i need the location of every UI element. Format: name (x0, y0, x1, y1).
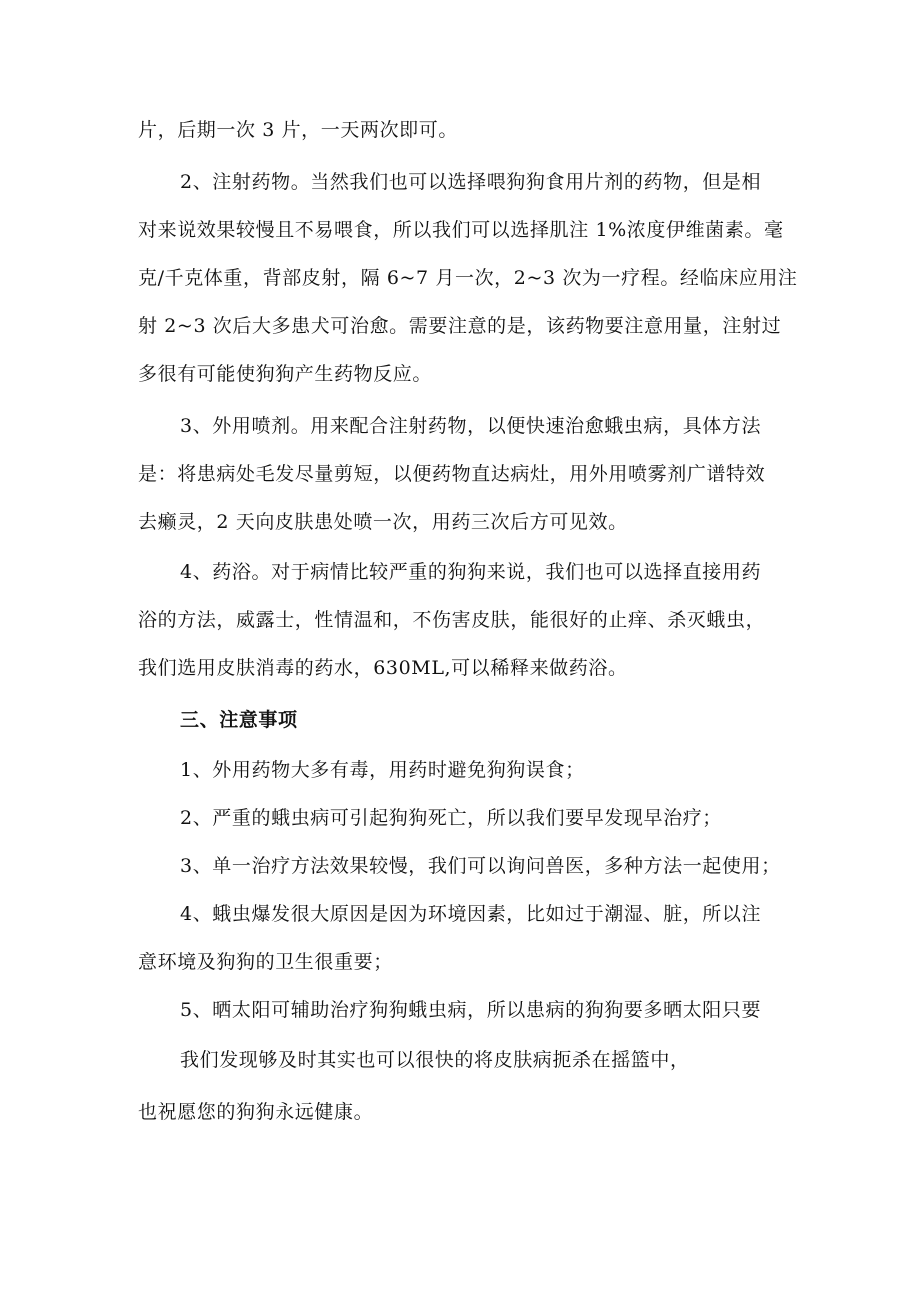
paragraph-line: 多很有可能使狗狗产生药物反应。 (138, 363, 433, 385)
paragraph-line: 3、外用喷剂。用来配合注射药物，以便快速治愈蛾虫病，具体方法 (180, 415, 762, 437)
paragraph-line: 我们发现够及时其实也可以很快的将皮肤病扼杀在摇篮中， (180, 1049, 690, 1071)
section-heading: 三、注意事项 (180, 709, 298, 731)
list-item: 1、外用药物大多有毒，用药时避免狗狗误食； (180, 759, 585, 781)
list-item: 4、蛾虫爆发很大原因是因为环境因素，比如过于潮湿、脏，所以注 (180, 903, 762, 925)
paragraph-line: 2、注射药物。当然我们也可以选择喂狗狗食用片剂的药物，但是相 (180, 171, 762, 193)
paragraph-line: 浴的方法，威露士，性情温和，不伤害皮肤，能很好的止痒、杀灭蛾虫， (138, 609, 766, 631)
list-item: 2、严重的蛾虫病可引起狗狗死亡，所以我们要早发现早治疗； (180, 807, 722, 829)
paragraph-line: 对来说效果较慢且不易喂食，所以我们可以选择肌注 1%浓度伊维菌素。毫 (138, 219, 784, 241)
paragraph-line: 是：将患病处毛发尽量剪短，以便药物直达病灶，用外用喷雾剂广谱特效 (138, 463, 766, 485)
paragraph-line: 射 2~3 次后大多患犬可治愈。需要注意的是，该药物要注意用量，注射过 (138, 315, 782, 337)
list-item: 3、单一治疗方法效果较慢，我们可以询问兽医，多种方法一起使用； (180, 855, 781, 877)
paragraph-line: 去癞灵，2 天向皮肤患处喷一次，用药三次后方可见效。 (138, 511, 628, 533)
paragraph-line: 克/千克体重，背部皮射，隔 6~7 月一次，2~3 次为一疗程。经临床应用注 (138, 267, 798, 289)
list-item-continuation: 意环境及狗狗的卫生很重要； (138, 951, 393, 973)
list-item: 5、晒太阳可辅助治疗狗狗蛾虫病，所以患病的狗狗要多晒太阳只要 (180, 999, 762, 1021)
paragraph-line: 片，后期一次 3 片，一天两次即可。 (138, 119, 458, 141)
paragraph-line: 4、药浴。对于病情比较严重的狗狗来说，我们也可以选择直接用药 (180, 561, 762, 583)
paragraph-line: 我们选用皮肤消毒的药水，630ML,可以稀释来做药浴。 (138, 657, 628, 679)
closing-line: 也祝愿您的狗狗永远健康。 (138, 1101, 374, 1123)
